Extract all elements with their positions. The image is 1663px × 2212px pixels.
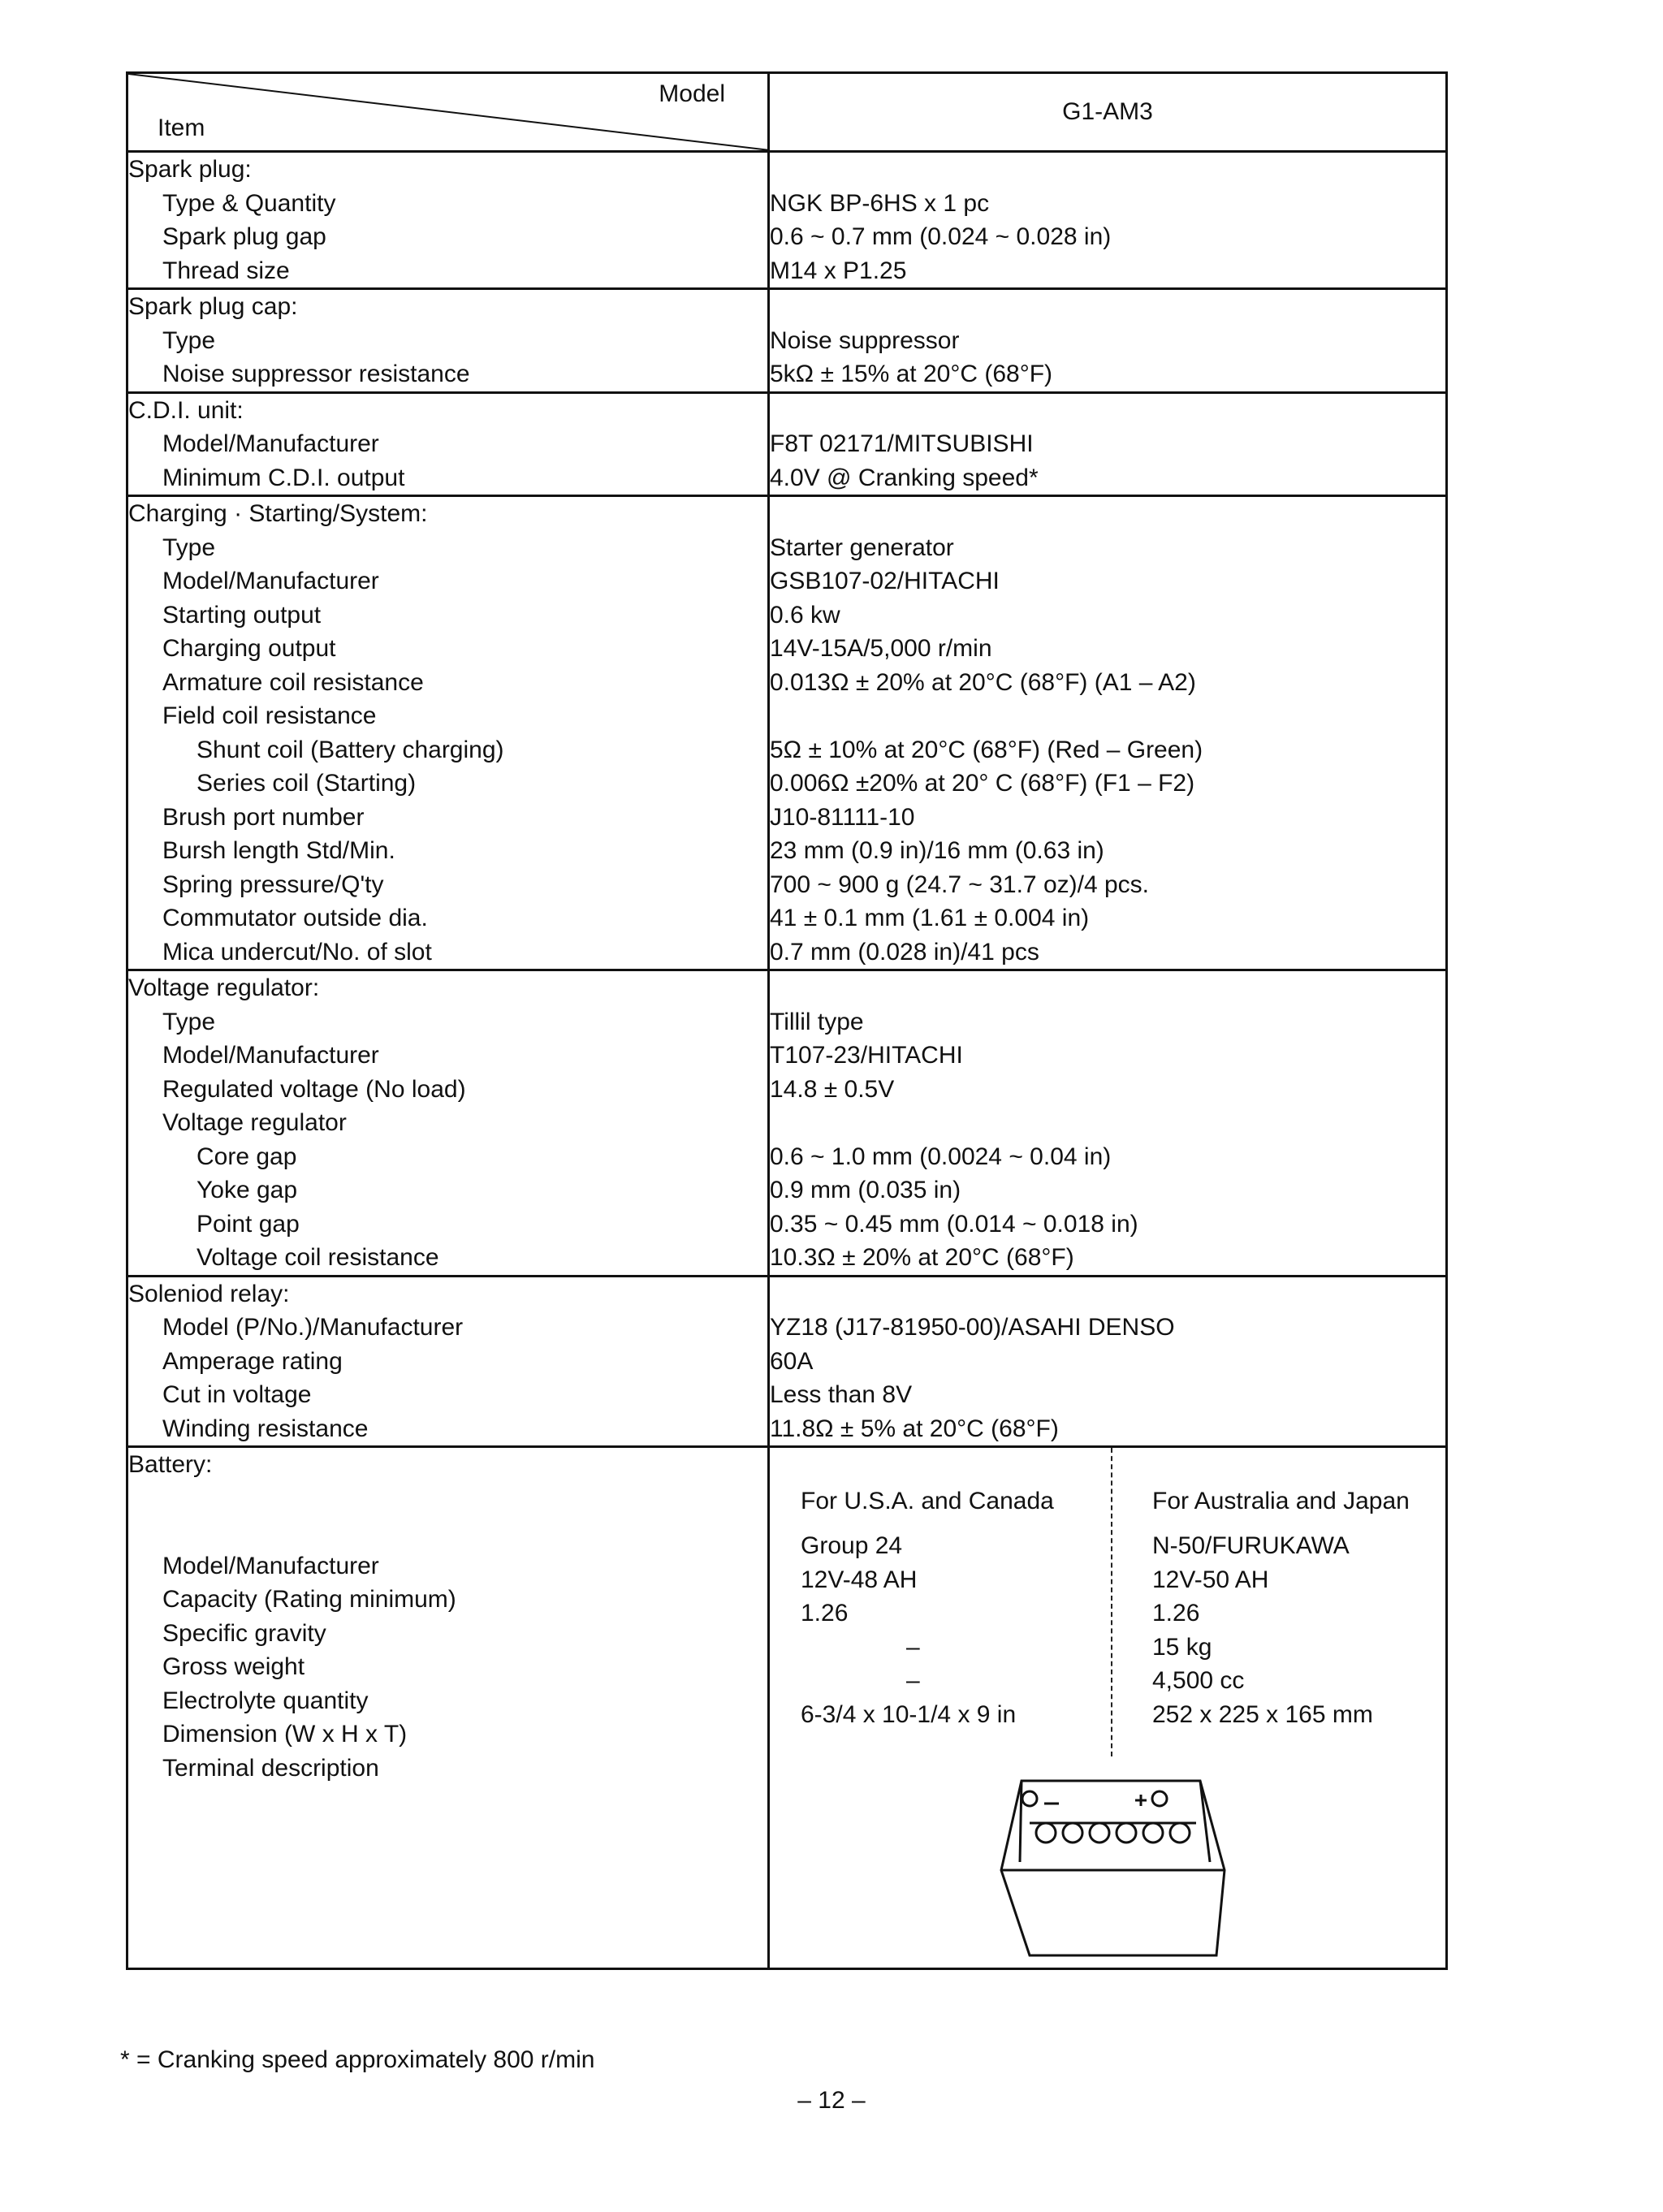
header-item-cell	[127, 73, 769, 152]
item-label: Amperage rating	[162, 1347, 343, 1375]
battery-aus-value: 12V-50 AH	[1152, 1566, 1269, 1593]
header-model-value: G1-AM3	[769, 73, 1447, 152]
item-label: Armature coil resistance	[162, 668, 424, 696]
item-value: 41 ± 0.1 mm (1.61 ± 0.004 in)	[770, 905, 1090, 931]
battery-value-columns	[770, 1448, 1445, 1968]
battery-terminal-diagram	[997, 1773, 1233, 1959]
section-spark-plug	[127, 152, 1447, 289]
section-title: Charging · Starting/System:	[128, 500, 428, 527]
battery-usa-value: –	[906, 1633, 920, 1661]
item-value: Less than 8V	[770, 1381, 913, 1408]
item-value: 0.35 ~ 0.45 mm (0.014 ~ 0.018 in)	[770, 1210, 1138, 1238]
item-label: Model (P/No.)/Manufacturer	[162, 1314, 464, 1341]
item-label: Core gap	[197, 1143, 297, 1170]
battery-aus-value: 1.26	[1152, 1600, 1200, 1627]
item-value: Tillil type	[770, 1008, 864, 1035]
item-label: Spark plug gap	[162, 223, 326, 250]
header-model-label: Model	[659, 80, 725, 107]
section-title: C.D.I. unit:	[128, 396, 244, 424]
battery-aus-value: 4,500 cc	[1152, 1667, 1245, 1694]
item-value: 0.6 kw	[770, 601, 840, 629]
section-voltage-regulator	[127, 970, 1447, 1277]
item-label: Voltage regulator	[162, 1109, 347, 1136]
battery-usa-value: 12V-48 AH	[801, 1566, 918, 1593]
section-title: Spark plug cap:	[128, 293, 298, 320]
item-label: Type	[162, 326, 216, 354]
item-label: Model/Manufacturer	[162, 430, 379, 457]
item-value	[770, 699, 1445, 733]
item-value: 5Ω ± 10% at 20°C (68°F) (Red – Green)	[770, 736, 1203, 763]
item-value: 60A	[770, 1347, 814, 1375]
item-label: Type	[162, 1008, 216, 1035]
item-label: Series coil (Starting)	[197, 770, 417, 797]
item-label: Gross weight	[162, 1653, 305, 1680]
item-value: 10.3Ω ± 20% at 20°C (68°F)	[770, 1244, 1074, 1271]
section-title: Battery:	[128, 1451, 213, 1478]
item-value: 0.7 mm (0.028 in)/41 pcs	[770, 938, 1039, 966]
item-value: J10-81111-10	[770, 803, 915, 831]
item-value	[770, 1106, 1445, 1140]
section-solenoid-relay	[127, 1276, 1447, 1447]
item-value: F8T 02171/MITSUBISHI	[770, 430, 1034, 457]
item-value: 4.0V @ Cranking speed*	[770, 464, 1039, 491]
section-spark-plug-cap	[127, 289, 1447, 393]
item-label: Starting output	[162, 601, 322, 629]
item-label: Dimension (W x H x T)	[162, 1721, 408, 1748]
item-value: YZ18 (J17-81950-00)/ASAHI DENSO	[770, 1314, 1175, 1341]
battery-aus-value: 15 kg	[1152, 1633, 1212, 1661]
item-value: 23 mm (0.9 in)/16 mm (0.63 in)	[770, 837, 1104, 864]
item-label: Point gap	[197, 1210, 300, 1238]
item-label: Commutator outside dia.	[162, 905, 428, 931]
section-cdi-unit	[127, 392, 1447, 496]
item-value: Noise suppressor	[770, 326, 960, 354]
item-value: 0.6 ~ 0.7 mm (0.024 ~ 0.028 in)	[770, 223, 1112, 250]
item-value: 0.6 ~ 1.0 mm (0.0024 ~ 0.04 in)	[770, 1143, 1112, 1170]
section-title: Spark plug:	[128, 156, 252, 183]
item-label: Field coil resistance	[162, 702, 377, 729]
section-title: Soleniod relay:	[128, 1280, 290, 1307]
item-label: Spring pressure/Q'ty	[162, 871, 384, 898]
item-value: 5kΩ ± 15% at 20°C (68°F)	[770, 361, 1053, 387]
battery-aus-value: N-50/FURUKAWA	[1152, 1532, 1350, 1559]
item-value: 0.9 mm (0.035 in)	[770, 1177, 961, 1203]
item-label: Shunt coil (Battery charging)	[197, 736, 504, 763]
item-label: Charging output	[162, 635, 336, 662]
column-divider	[1111, 1448, 1112, 1756]
header-item-label: Item	[158, 114, 205, 141]
item-label: Electrolyte quantity	[162, 1687, 369, 1714]
item-label: Cut in voltage	[162, 1381, 312, 1408]
item-value: 14V-15A/5,000 r/min	[770, 635, 992, 662]
item-label: Brush port number	[162, 803, 365, 831]
footnote: * = Cranking speed approximately 800 r/min	[120, 2046, 595, 2073]
header-row	[127, 73, 1447, 152]
battery-usa-value: –	[906, 1667, 920, 1694]
item-label: Thread size	[162, 257, 290, 284]
item-value: 0.013Ω ± 20% at 20°C (68°F) (A1 – A2)	[770, 668, 1196, 696]
battery-usa-value: 6-3/4 x 10-1/4 x 9 in	[801, 1700, 1017, 1728]
item-label: Model/Manufacturer	[162, 1042, 379, 1069]
battery-usa-value: Group 24	[801, 1532, 903, 1559]
section-charging-starting	[127, 496, 1447, 970]
item-value: Starter generator	[770, 534, 954, 561]
item-value: 14.8 ± 0.5V	[770, 1075, 895, 1103]
item-label: Noise suppressor resistance	[162, 361, 470, 387]
item-value: T107-23/HITACHI	[770, 1042, 963, 1069]
item-label: Bursh length Std/Min.	[162, 837, 395, 864]
item-label: Mica undercut/No. of slot	[162, 938, 432, 966]
section-title: Voltage regulator:	[128, 974, 320, 1001]
item-value: M14 x P1.25	[770, 257, 907, 284]
item-label: Type & Quantity	[162, 189, 336, 217]
item-label: Voltage coil resistance	[197, 1244, 439, 1271]
item-value: 700 ~ 900 g (24.7 ~ 31.7 oz)/4 pcs.	[770, 871, 1149, 898]
item-label: Specific gravity	[162, 1619, 326, 1647]
item-label: Model/Manufacturer	[162, 1552, 379, 1579]
battery-usa-value: 1.26	[801, 1600, 849, 1627]
item-value: 0.006Ω ±20% at 20° C (68°F) (F1 – F2)	[770, 770, 1195, 797]
item-value: 11.8Ω ± 5% at 20°C (68°F)	[770, 1415, 1059, 1442]
item-label: Winding resistance	[162, 1415, 369, 1442]
battery-col-usa-header: For U.S.A. and Canada	[801, 1488, 1054, 1514]
item-value: GSB107-02/HITACHI	[770, 568, 1000, 594]
battery-aus-value: 252 x 225 x 165 mm	[1152, 1700, 1373, 1728]
item-label: Minimum C.D.I. output	[162, 464, 405, 491]
item-value: NGK BP-6HS x 1 pc	[770, 189, 990, 217]
page-number: – 12 –	[797, 2087, 866, 2114]
item-label: Yoke gap	[197, 1177, 298, 1203]
spec-table	[126, 71, 1448, 1970]
item-label: Terminal description	[162, 1754, 379, 1782]
item-label: Type	[162, 534, 216, 561]
item-label: Model/Manufacturer	[162, 568, 379, 594]
section-battery	[127, 1447, 1447, 1969]
item-label: Regulated voltage (No load)	[162, 1075, 466, 1103]
battery-col-aus-header: For Australia and Japan	[1152, 1488, 1410, 1514]
item-label: Capacity (Rating minimum)	[162, 1586, 456, 1613]
